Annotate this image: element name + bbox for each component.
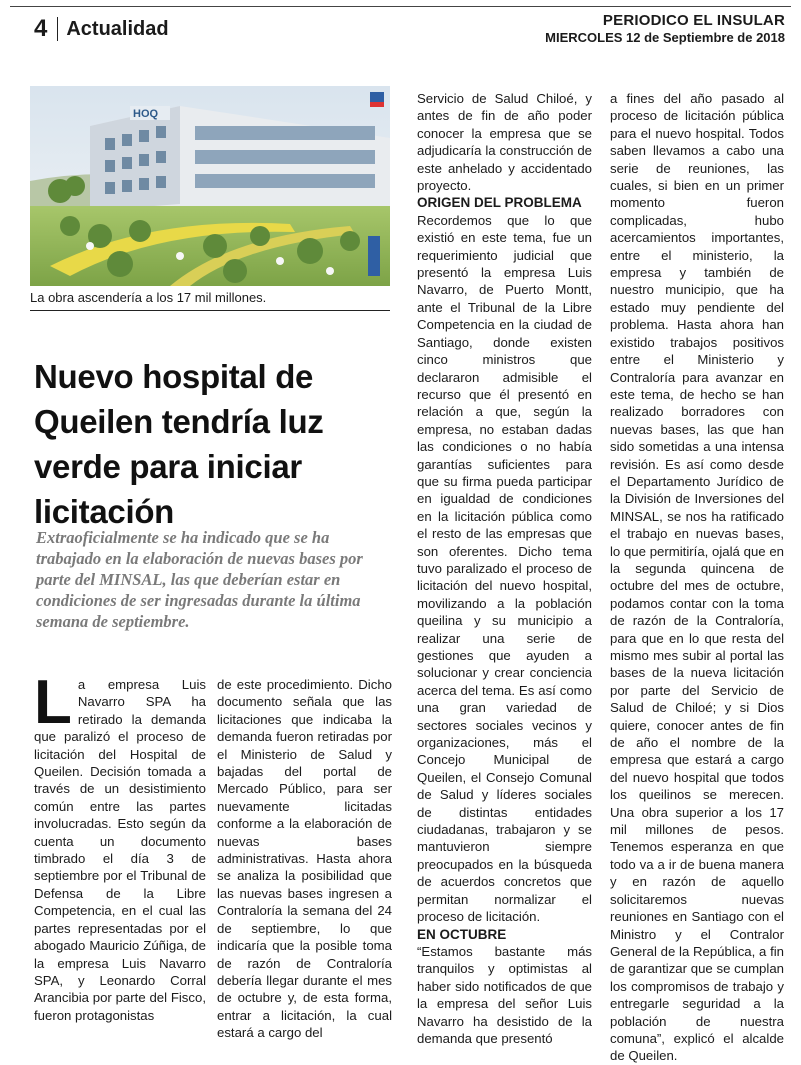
subheading-octubre: EN OCTUBRE (417, 926, 507, 942)
header-divider (57, 17, 58, 41)
issue-date: MIERCOLES 12 de Septiembre de 2018 (545, 30, 785, 45)
building-sign-text: HOQ (133, 108, 159, 120)
article-headline: Nuevo hospital de Queilen tendría luz verde para iniciar licitación (34, 358, 324, 531)
article-lead: Extraoficialmente se ha indicado que se ha trabajado en la elaboración de nuevas bases por parte del MINSAL, las que deberían estar en condiciones de ser ingresadas durante la última semana de septiembre. (36, 528, 363, 631)
article-column-3 (417, 90, 592, 1046)
column-2-text: de este procedimiento. Dicho documento señala que las licitaciones que indicaba la demanda fueron retiradas por el Ministerio de Salud y bajadas del portal de Mercado Público, para ser nuevamente licitadas conforme a la elaboración de nuevas bases administrativas. Hasta ahora se analiza la posibilidad que las nuevas bases ingresen a Contraloría la semana del 24 de septiembre, lo que indicaría que la posible toma de razón de Contraloría debería llegar durante el mes de octubre y, de esta forma, entrar a licitación, la cual estará a cargo del (217, 677, 392, 1041)
column-3-quote: “Estamos bastante más tranquilos y optimistas al haber sido notificados de que la empresa del señor Luis Navarro ha desistido de la demanda que presentó (417, 943, 592, 1046)
article-column-4 (610, 90, 784, 1064)
page-header-left (34, 14, 169, 44)
article-column-1 (34, 668, 206, 1023)
photo-caption: La obra ascendería a los 17 mil millones. (30, 290, 267, 305)
subheading-origen: ORIGEN DEL PROBLEMA (417, 195, 582, 211)
article-column-2 (217, 676, 392, 1041)
column-4-text: a fines del año pasado al proceso de licitación pública para el nuevo hospital. Todos saben llevamos a cabo una serie de reuniones, las cuales, si bien en un primer momento fueron complicadas, hubo acercamientos importantes, entre el ministerio, la empresa y también de nuestro municipio, que ha estado muy pendiente del problema. Hasta ahora han existido trabajos positivos entre el Ministerio y Contraloría para avanzar en este tema, de hecho se han realizado borradores con nuevas bases, las que han sido sometidas a una intensa revisión. Es así como desde el Departamento Jurídico de la División de Inversiones del MINSAL, se nos ha ratificado el trabajo en nuevas bases, lo que permitiría, ojalá que en la segunda quincena de octubre del mes de octubre, podamos contar con la toma de razón de la Contraloría, para que en lo que resta del mismo mes subir al portal las bases de la nueva licitación por parte del Servicio de Salud de Chiloé; y si Dios quiere, conocer antes de fin de año el nombre de la empresa que estará a cargo del nuevo hospital que todos los queilinos se merecen. Una obra superior a los 17 mil millones de pesos. Tenemos esperanza en que todo va a ir de buena manera y en razón de aquello solicitaremos nuevas reuniones en Santiago con el Ministro y el Contralor General de la República, a fin de garantizar que se cumplan los compromisos de trabajo y entregarle seguridad a la población de nuestra comuna”, explicó el alcalde de Queilen. (610, 91, 784, 1064)
page-header-right (545, 12, 785, 46)
page-number: 4 (34, 15, 48, 42)
caption-rule (30, 310, 390, 311)
section-title: Actualidad (66, 17, 169, 40)
drop-cap: L (34, 668, 72, 737)
newspaper-name: PERIODICO EL INSULAR (602, 12, 785, 29)
hospital-rendering-image (30, 86, 390, 286)
column-1-text: a empresa Luis Navarro SPA ha retirado la demanda que paralizó el proceso de licitación del Hospital de Queilen. Decisión tomada a través de un desistimiento común entre las partes involucradas. Esto según da cuenta un documento timbrado el día 3 de septiembre por el Tribunal de Defensa de la Libre Competencia, en el cual las partes representadas por el abogado Mauricio Zúñiga, de la empresa Luis Navarro SPA, y Leonardo Corral Arancibia por parte del Fisco, fueron protagonistas (34, 677, 206, 1023)
column-3-body: Recordemos que lo que existió en este tema, fue un requerimiento judicial que presentó la empresa Luis Navarro, de Puerto Montt, ante el Tribunal de la Libre Competencia en la ciudad de Santiago, donde existen cinco ministros que declararon admisible el recurso que él presentó en relación a que, según la empresa, no estaban dadas las condiciones o no había garantías suficientes para que su firma pueda participar en igualdad de condiciones en la licitación pública como el resto de las empresas que son oferentes. Dicho tema tuvo paralizado el proceso de licitación del nuevo hospital, movilizando a la población queilina y su municipio a realizar una serie de gestiones que ayuden a solucionar y crear conciencia acerca del tema. Es así como una gran variedad de sectores sociales vecinos y organizaciones, más el Concejo Municipal de Queilen, el Consejo Comunal de Salud y líderes sociales de distintas entidades ciudadanas, trabajaron y se mantuvieron siempre preocupados en la búsqueda de acuerdos concretos que permitan normalizar el proceso de licitación. (417, 212, 592, 925)
column-3-intro: Servicio de Salud Chiloé, y antes de fin de año poder conocer la empresa que se adjudicaría la construcción de este anhelado y accidentado proyecto. (417, 91, 592, 194)
top-rule (10, 6, 791, 7)
hospital-rendering-photo (30, 86, 390, 286)
